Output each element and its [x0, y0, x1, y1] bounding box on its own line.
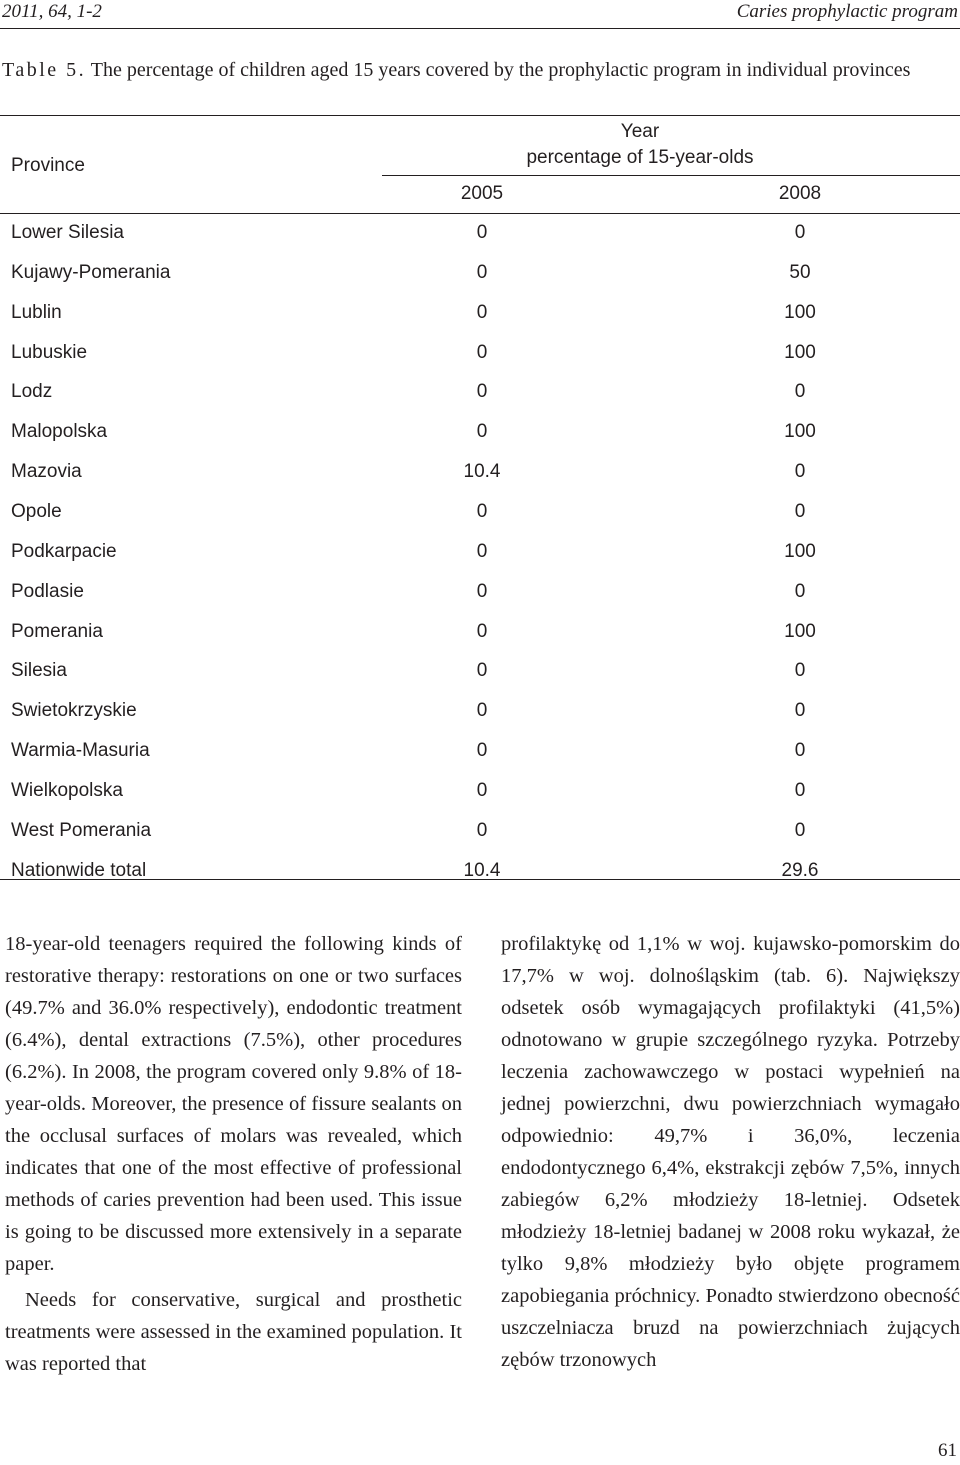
table-row	[0, 413, 960, 453]
value-2008-cell: 0	[794, 819, 806, 841]
province-cell: Mazovia	[11, 461, 82, 483]
body-right-column	[501, 928, 960, 1376]
province-cell: Opole	[11, 500, 62, 522]
value-2008-cell: 0	[794, 500, 806, 522]
province-cell: Pomerania	[11, 620, 103, 642]
header-year: Year	[620, 121, 660, 142]
table-row	[0, 493, 960, 533]
value-2008-cell: 0	[794, 222, 806, 243]
province-cell: Lodz	[11, 381, 53, 403]
province-cell: Malopolska	[11, 421, 108, 443]
province-cell: Kujawy-Pomerania	[11, 261, 171, 283]
table-total-row	[0, 852, 960, 892]
table-bottom-rule	[0, 879, 960, 880]
value-2008-cell: 0	[794, 580, 806, 602]
province-cell: Nationwide total	[11, 859, 147, 881]
province-cell: Podkarpacie	[11, 540, 117, 562]
table-row	[0, 373, 960, 413]
province-cell: Swietokrzyskie	[11, 700, 137, 722]
value-2008-cell: 100	[784, 421, 816, 443]
value-2005-cell: 10.4	[463, 859, 501, 881]
value-2005-cell: 0	[476, 421, 488, 443]
table-row	[0, 453, 960, 493]
value-2005-cell: 0	[476, 381, 488, 403]
table-row	[0, 613, 960, 653]
value-2008-cell: 100	[784, 301, 816, 323]
table-row	[0, 692, 960, 732]
value-2008-cell: 0	[794, 740, 806, 762]
value-2008-cell: 0	[794, 700, 806, 722]
value-2008-cell: 0	[794, 461, 806, 483]
header-2005: 2005	[460, 183, 504, 204]
province-cell: Lower Silesia	[11, 222, 124, 243]
value-2008-cell: 29.6	[781, 859, 819, 881]
province-cell: Warmia-Masuria	[11, 740, 150, 762]
table-row	[0, 214, 960, 254]
province-cell: West Pomerania	[11, 819, 152, 841]
value-2005-cell: 0	[476, 660, 488, 682]
table-row	[0, 334, 960, 374]
table-row	[0, 652, 960, 692]
value-2005-cell: 0	[476, 341, 488, 363]
value-2008-cell: 0	[794, 779, 806, 801]
table-row	[0, 732, 960, 772]
header-2008: 2008	[778, 183, 822, 204]
value-2008-cell: 100	[784, 341, 816, 363]
table-caption-text: The percentage of children aged 15 years covered by the prophylactic program in individual provinces	[90, 59, 911, 81]
value-2005-cell: 0	[476, 740, 488, 762]
body-paragraph: 18-year-old teenagers required the following kinds of restorative therapy: restorations on one or two surfaces (49.7% and 36.0% respectively), endodontic treatment (6.4%), dental extractions (7.5%), other procedures (6.2%). In 2008, the program covered only 9.8% of 18-year-olds. Moreover, the presence of fissure sealants on the occlusal surfaces of molars was revealed, which indicates that one of the most effective of professional methods of caries prevention had been used. This issue is going to be discussed more extensively in a separate paper.	[5, 933, 462, 1275]
running-head	[0, 0, 960, 26]
header-sub-rule	[382, 175, 960, 176]
value-2005-cell: 0	[476, 540, 488, 562]
table-row	[0, 812, 960, 852]
header-percentage: percentage of 15-year-olds	[526, 147, 754, 168]
value-2005-cell: 0	[476, 819, 488, 841]
header-rule	[0, 28, 960, 29]
body-left-column	[5, 928, 462, 1380]
table-label: Table 5.	[2, 59, 87, 81]
value-2005-cell: 0	[476, 580, 488, 602]
body-paragraph-polish: profilaktykę od 1,1% w woj. kujawsko-pomorskim do 17,7% w woj. dolnośląskim (tab. 6). Największy odsetek osób wymagających profilaktyki (41,5%) odnotowano w grupie szczególnego ryzyka. Potrzeby leczenia zachowawczego w postaci wypełnień na jednej powierzchni, dwu powierzchniach wymagało odpowiednio: 49,7% i 36,0%, leczenia endodontycznego 6,4%, ekstrakcji zębów 7,5%, innych zabiegów 6,2% młodzieży 18-letniej. Odsetek młodzieży 18-letniej badanej w 2008 roku wykazał, że tylko 9,8% młodzieży było objęte programem zapobiegania próchnicy. Ponadto stwierdzono obecność uszczelniacza bruzd na powierzchniach żujących zębów trzonowych	[501, 933, 960, 1371]
value-2008-cell: 100	[784, 620, 816, 642]
value-2005-cell: 0	[476, 301, 488, 323]
province-cell: Lublin	[11, 301, 62, 323]
value-2005-cell: 0	[476, 620, 488, 642]
table-row	[0, 533, 960, 573]
table-row	[0, 772, 960, 812]
value-2008-cell: 50	[789, 261, 811, 283]
page-number: 61	[938, 1440, 957, 1461]
table-row	[0, 294, 960, 334]
value-2005-cell: 0	[476, 222, 488, 243]
value-2005-cell: 0	[476, 779, 488, 801]
value-2005-cell: 0	[476, 500, 488, 522]
value-2005-cell: 10.4	[463, 461, 501, 483]
value-2008-cell: 0	[794, 660, 806, 682]
value-2005-cell: 0	[476, 700, 488, 722]
province-cell: Podlasie	[11, 580, 84, 602]
body-paragraph: Needs for conservative, surgical and prosthetic treatments were assessed in the examined population. It was reported that	[5, 1289, 462, 1375]
value-2008-cell: 100	[784, 540, 816, 562]
value-2005-cell: 0	[476, 261, 488, 283]
province-cell: Lubuskie	[11, 341, 88, 363]
article-short-title: Caries prophylactic program	[736, 1, 958, 22]
journal-issue: 2011, 64, 1-2	[2, 1, 102, 22]
province-cell: Silesia	[11, 660, 67, 682]
value-2008-cell: 0	[794, 381, 806, 403]
table-row	[0, 573, 960, 613]
header-province: Province	[11, 155, 85, 176]
province-cell: Wielkopolska	[11, 779, 123, 801]
table-caption	[2, 57, 960, 83]
table-row	[0, 254, 960, 294]
table-top-rule	[0, 115, 960, 116]
